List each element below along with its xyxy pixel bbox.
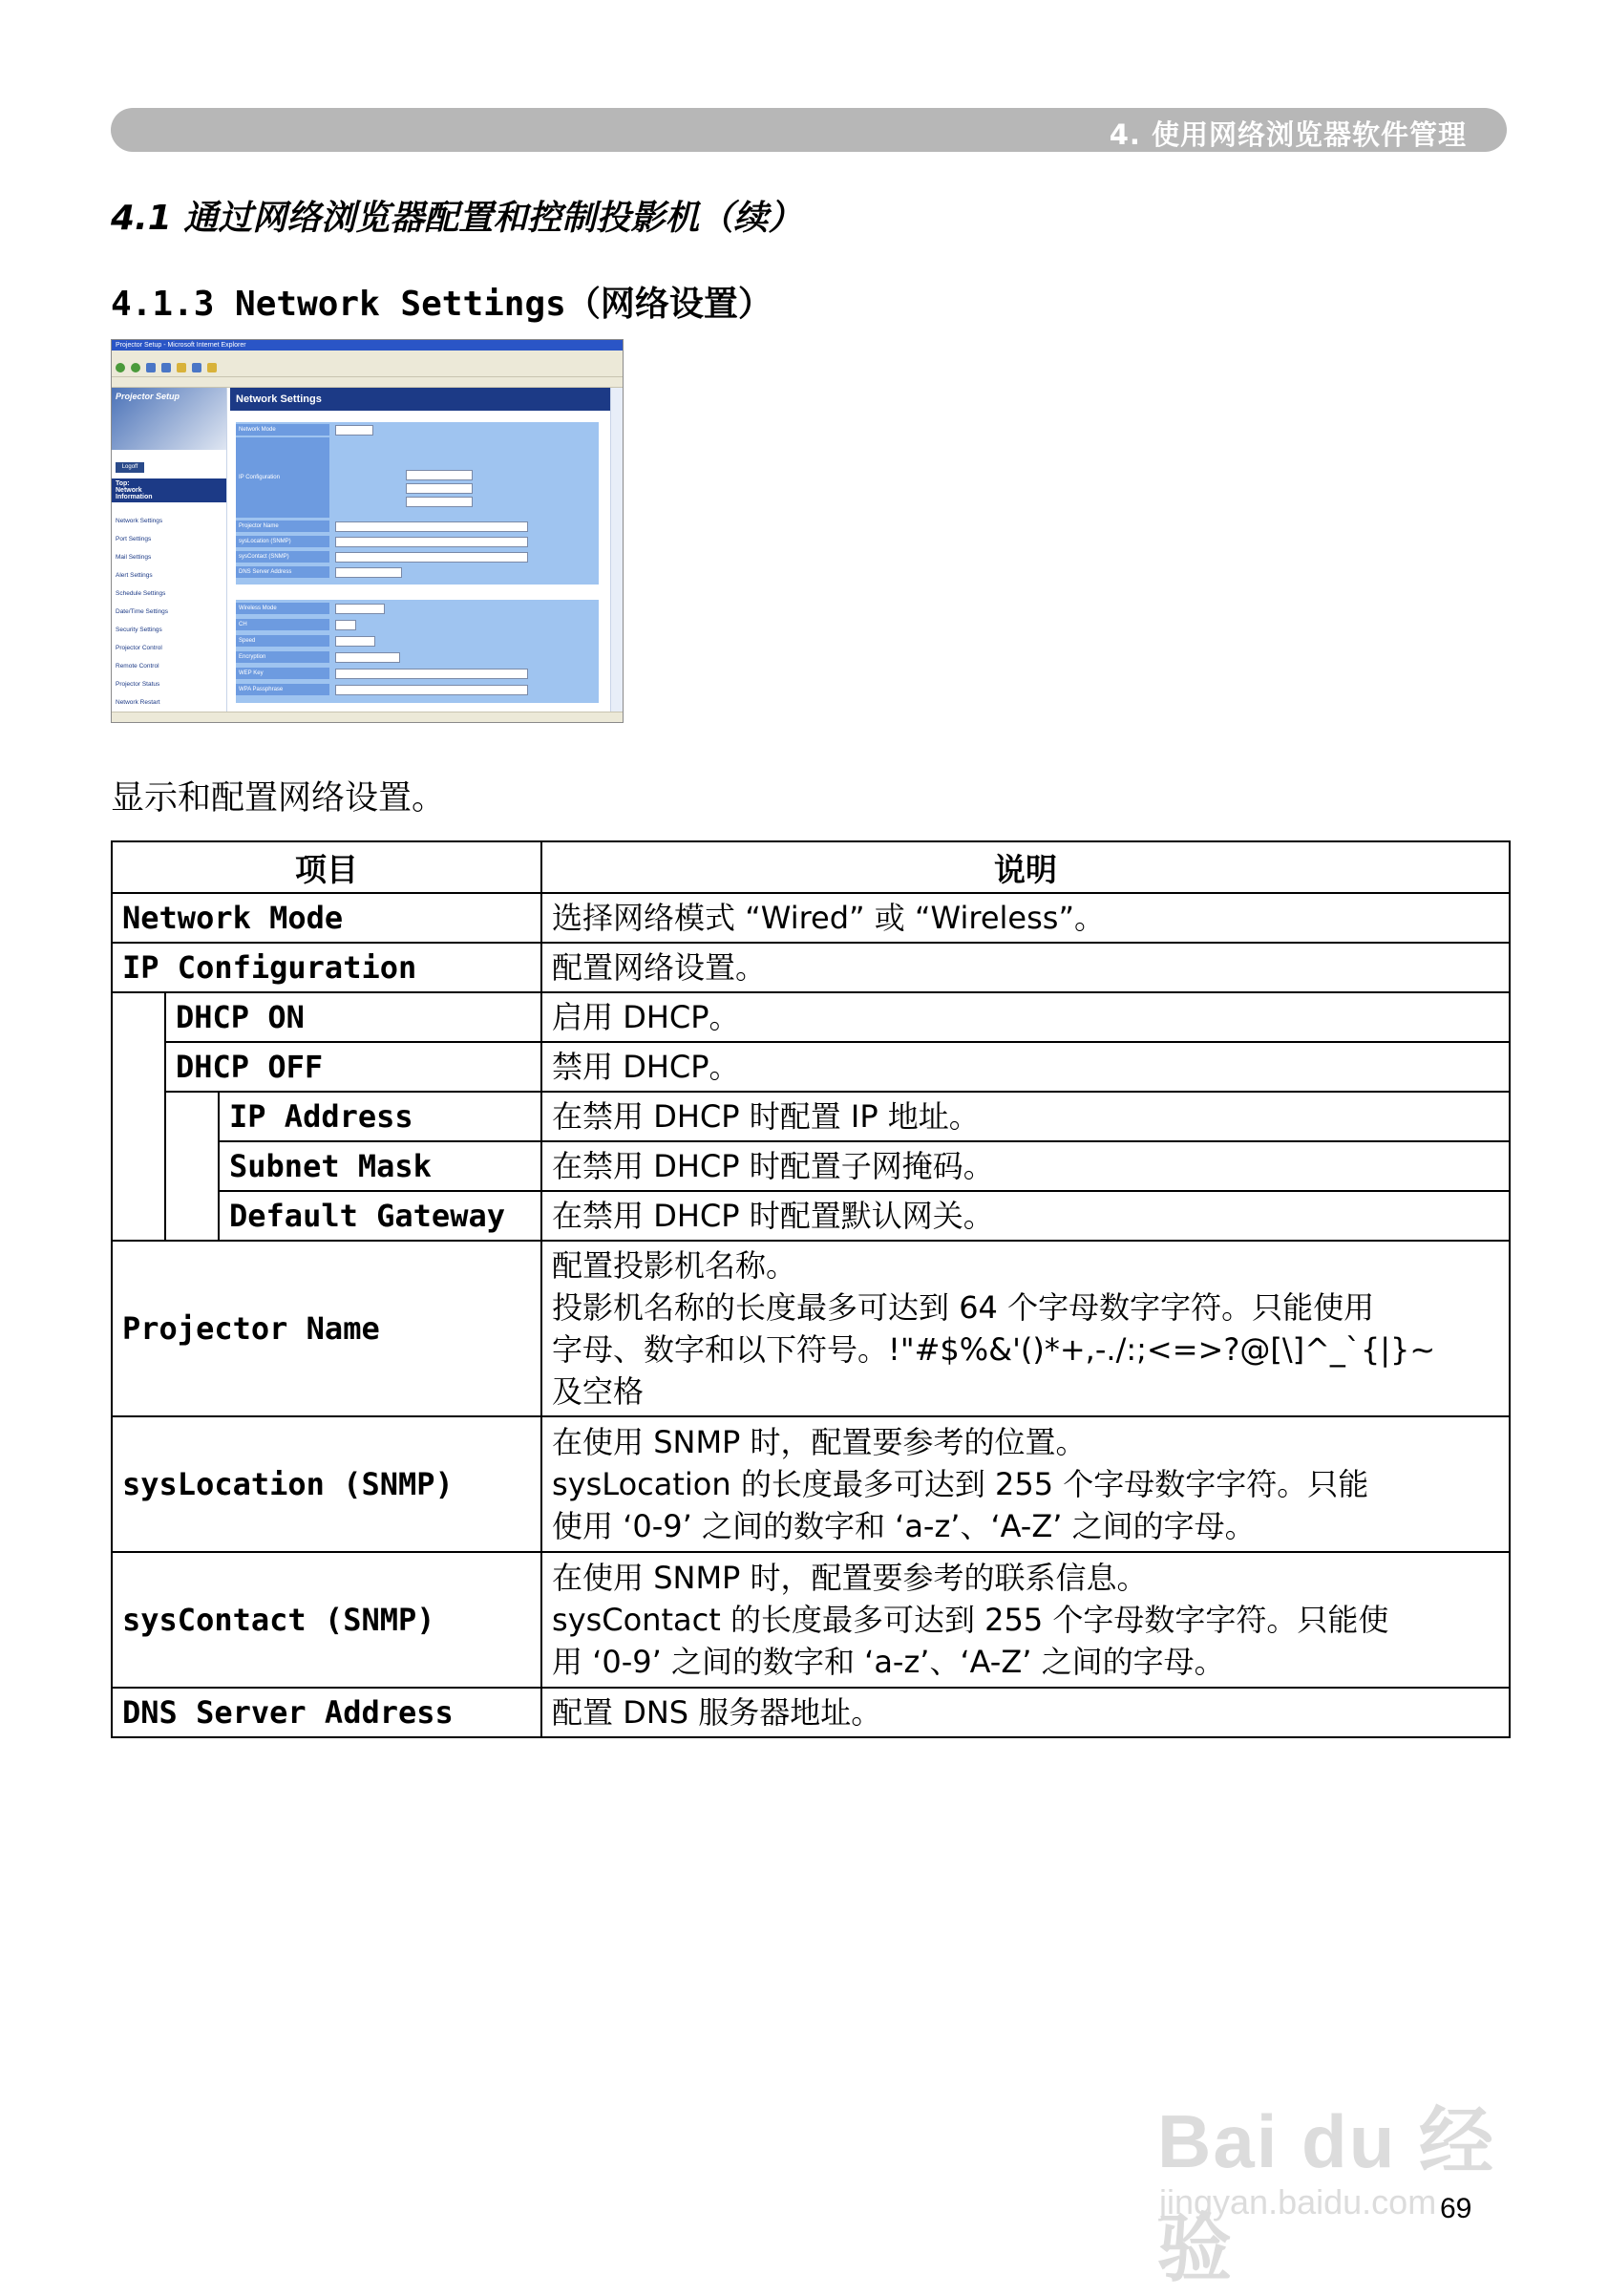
- desc-syslocation: [541, 1416, 1510, 1552]
- screenshot-nav-item: Projector Status: [116, 681, 160, 688]
- indent-cell: [165, 1092, 219, 1241]
- header-item: 项目: [112, 841, 541, 893]
- chapter-header-bar: [111, 108, 1507, 152]
- screenshot-form-field: [406, 470, 473, 480]
- header-description: 说明: [541, 841, 1510, 893]
- desc-line: 在使用 SNMP 时，配置要参考的联系信息。: [552, 1560, 1148, 1596]
- table-row: [112, 1191, 1510, 1241]
- favorites-icon: [207, 363, 217, 372]
- screenshot-form-field: [335, 552, 528, 563]
- screenshot-form-field: [335, 636, 375, 647]
- desc-line: 用 ‘0-9’ 之间的数字和 ‘a-z’、‘A-Z’ 之间的字母。: [552, 1644, 1225, 1680]
- screenshot-form-label: Encryption: [236, 651, 329, 663]
- screenshot-form-field: [406, 483, 473, 494]
- forward-icon: [131, 363, 140, 372]
- screenshot-window-title: Projector Setup - Microsoft Internet Explorer: [112, 340, 623, 351]
- screenshot-toolbar: [112, 359, 623, 377]
- screenshot-nav-header: Top: Network Information: [112, 478, 226, 502]
- search-icon: [192, 363, 201, 372]
- screenshot-nav-item: Projector Control: [116, 645, 162, 651]
- screenshot-nav-list: [116, 512, 168, 712]
- item-dhcp-on: DHCP ON: [165, 992, 541, 1042]
- screenshot-form-label: Wireless Mode: [236, 603, 329, 614]
- home-icon: [177, 363, 186, 372]
- item-syslocation: sysLocation (SNMP): [112, 1416, 541, 1552]
- desc-line: 字母、数字和以下符号。!"#$%&'()*+,-./:;<=>?@[\]^_`{|}~: [552, 1331, 1436, 1368]
- desc-line: 使用 ‘0-9’ 之间的数字和 ‘a-z’、‘A-Z’ 之间的字母。: [552, 1508, 1256, 1544]
- item-projector-name: Projector Name: [112, 1241, 541, 1416]
- screenshot-nav-item: Network Restart: [116, 699, 160, 706]
- table-row: [112, 1141, 1510, 1191]
- desc-dhcp-off: 禁用 DHCP。: [541, 1042, 1510, 1092]
- screenshot-form-field: [335, 685, 528, 695]
- table-row: [112, 1241, 1510, 1416]
- watermark-brand: Bai du 经验: [1157, 2099, 1496, 2290]
- table-row: [112, 1042, 1510, 1092]
- desc-ip-address: 在禁用 DHCP 时配置 IP 地址。: [541, 1092, 1510, 1141]
- screenshot-form-label: sysLocation (SNMP): [236, 536, 329, 547]
- screenshot-scrollbar: [610, 388, 623, 712]
- desc-ip-configuration: 配置网络设置。: [541, 943, 1510, 992]
- table-header-row: [112, 841, 1510, 893]
- screenshot-nav-item: Security Settings: [116, 627, 162, 633]
- screenshot-form-label: IP Configuration: [236, 437, 329, 518]
- desc-syscontact: [541, 1552, 1510, 1688]
- page-number: 69: [1440, 2193, 1472, 2224]
- screenshot-form-label: Speed: [236, 635, 329, 647]
- screenshot-form-field: [335, 537, 528, 547]
- screenshot-form-field: [335, 567, 402, 578]
- screenshot-main: [230, 388, 611, 712]
- intro-text: 显示和配置网络设置。: [111, 779, 446, 818]
- screenshot-logo: Projector Setup: [112, 388, 226, 450]
- desc-projector-name: [541, 1241, 1510, 1416]
- desc-line: 投影机名称的长度最多可达到 64 个字母数字字符。只能使用: [552, 1289, 1375, 1326]
- screenshot-form-label: WPA Passphrase: [236, 684, 329, 695]
- screenshot-address-bar: [112, 377, 623, 388]
- screenshot-nav-item: Schedule Settings: [116, 590, 166, 597]
- table-row: [112, 1416, 1510, 1552]
- network-settings-table: [111, 840, 1511, 1738]
- desc-line: sysLocation 的长度最多可达到 255 个字母数字字符。只能: [552, 1466, 1369, 1502]
- item-dns-server-address: DNS Server Address: [112, 1688, 541, 1737]
- screenshot-form-field: [335, 521, 528, 532]
- screenshot-form-field: [335, 425, 373, 436]
- screenshot-nav-item: Date/Time Settings: [116, 608, 169, 615]
- network-settings-screenshot: [111, 339, 624, 723]
- desc-default-gateway: 在禁用 DHCP 时配置默认网关。: [541, 1191, 1510, 1241]
- screenshot-nav-item: Mail Settings: [116, 554, 152, 561]
- stop-icon: [146, 363, 156, 372]
- table-row: [112, 1552, 1510, 1688]
- table-row: [112, 1688, 1510, 1737]
- desc-line: sysContact 的长度最多可达到 255 个字母数字字符。只能使: [552, 1602, 1389, 1638]
- desc-line: 配置投影机名称。: [552, 1247, 797, 1284]
- table-row: [112, 893, 1510, 943]
- desc-line: 在使用 SNMP 时，配置要参考的位置。: [552, 1424, 1087, 1460]
- table-row: [112, 943, 1510, 992]
- screenshot-wireless-panel: [236, 600, 599, 703]
- screenshot-nav-item: Port Settings: [116, 536, 152, 542]
- back-icon: [116, 363, 125, 372]
- chapter-header-text: 4. 使用网络浏览器软件管理: [1109, 118, 1467, 151]
- screenshot-form-label: DNS Server Address: [236, 566, 329, 578]
- item-ip-address: IP Address: [219, 1092, 541, 1141]
- item-default-gateway: Default Gateway: [219, 1191, 541, 1241]
- screenshot-logoff-button: Logoff: [116, 462, 144, 473]
- item-subnet-mask: Subnet Mask: [219, 1141, 541, 1191]
- screenshot-form-label: Projector Name: [236, 521, 329, 532]
- screenshot-form-label: Network Mode: [236, 424, 329, 436]
- screenshot-form-panel: [236, 422, 599, 585]
- screenshot-form-field: [335, 620, 356, 630]
- screenshot-sidebar: [112, 388, 227, 712]
- screenshot-nav-item: Remote Control: [116, 663, 159, 670]
- refresh-icon: [161, 363, 171, 372]
- screenshot-body: [112, 388, 623, 712]
- desc-line: 及空格: [552, 1373, 645, 1410]
- screenshot-form-field: [335, 652, 400, 663]
- indent-cell: [112, 992, 165, 1241]
- watermark-url: jingyan.baidu.com: [1159, 2182, 1437, 2222]
- screenshot-nav-item: Alert Settings: [116, 572, 153, 579]
- screenshot-form-field: [406, 497, 473, 507]
- screenshot-nav-item: Network Settings: [116, 518, 163, 524]
- item-ip-configuration: IP Configuration: [112, 943, 541, 992]
- desc-subnet-mask: 在禁用 DHCP 时配置子网掩码。: [541, 1141, 1510, 1191]
- desc-dns-server-address: 配置 DNS 服务器地址。: [541, 1688, 1510, 1737]
- item-syscontact: sysContact (SNMP): [112, 1552, 541, 1688]
- screenshot-form-field: [335, 604, 385, 614]
- item-dhcp-off: DHCP OFF: [165, 1042, 541, 1092]
- screenshot-main-title: Network Settings: [230, 388, 611, 411]
- item-network-mode: Network Mode: [112, 893, 541, 943]
- table-row: [112, 992, 1510, 1042]
- table-row: [112, 1092, 1510, 1141]
- screenshot-form-label: CH: [236, 619, 329, 630]
- desc-dhcp-on: 启用 DHCP。: [541, 992, 1510, 1042]
- screenshot-status-bar: [112, 712, 623, 722]
- screenshot-form-label: WEP Key: [236, 668, 329, 679]
- screenshot-form-label: sysContact (SNMP): [236, 551, 329, 563]
- subsection-title: 4.1.3 Network Settings（网络设置）: [111, 285, 772, 324]
- screenshot-form-field: [335, 669, 528, 679]
- screenshot-menubar: [112, 351, 623, 359]
- desc-network-mode: 选择网络模式 “Wired” 或 “Wireless”。: [541, 893, 1510, 943]
- section-title: 4.1 通过网络浏览器配置和控制投影机（续）: [111, 199, 803, 238]
